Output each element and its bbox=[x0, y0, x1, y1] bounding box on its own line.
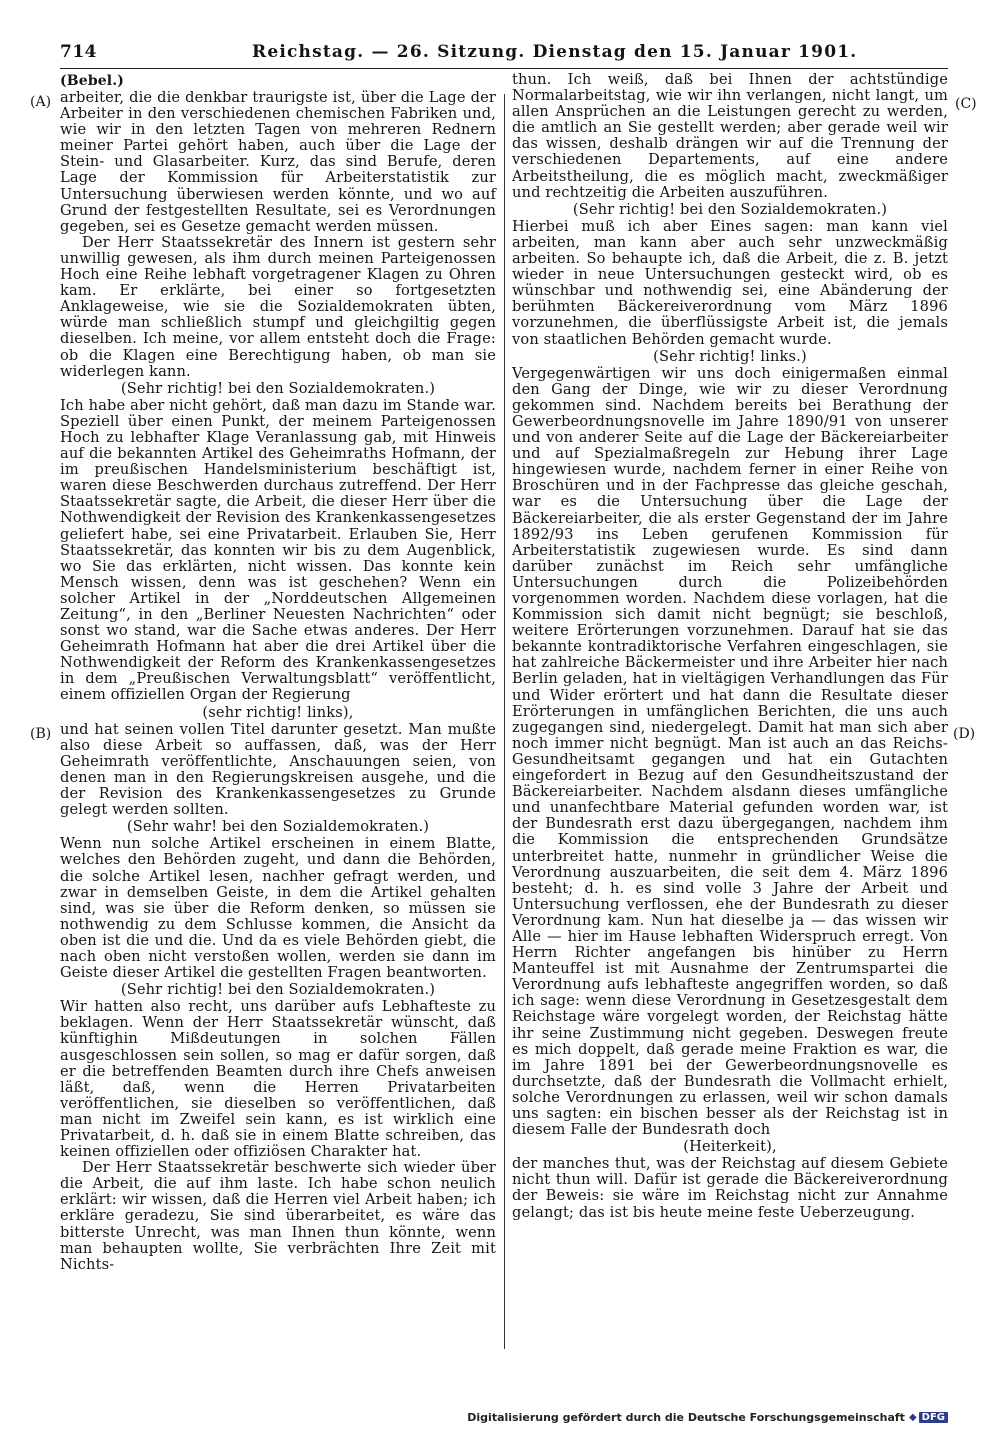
interjection: (Sehr richtig! bei den Sozialdemokraten.) bbox=[572, 200, 888, 218]
page-header bbox=[60, 38, 948, 70]
paragraph: Wir hatten also recht, uns darüber aufs Lebhafteste zu beklagen. Wenn der Herr Staatssekretär wünscht, daß künftighin Mißdeutungen in solchen Fällen ausgeschlossen sein sollen, so mag er dafür sorgen, daß er die betreffenden Beamten durch ihre Chefs anweisen läßt, daß, wenn die Herren Privatarbeiten veröffentlichen, sie dieselben so veröffentlichen, daß man nicht im Zweifel sein kann, es ist wirklich eine Privatarbeit, d. h. daß sie in einem Blatte schreiben, das keinen offiziellen oder offiziösen Charakter hat. bbox=[60, 998, 496, 1161]
page-number: 714 bbox=[60, 42, 97, 62]
paragraph: arbeiter, die die denkbar traurigste ist, über die Lage der Arbeiter in den verschiedenen chemischen Fabriken und, wie wir in den letzten Tagen von mehreren Rednern meiner Partei gehört haben, auch über die Lage der Stein- und Glasarbeiter. Kurz, das sind Berufe, deren Lage der Kommission für Arbeiterstatistik zur Untersuchung überwiesen werden könnte, und wo auf Grund der festgestellten Resultate, sei es Verordnungen gegeben, sei es Gesetze gemacht werden müssen. bbox=[60, 89, 496, 235]
interjection: (Sehr richtig! bei den Sozialdemokraten.) bbox=[120, 981, 436, 999]
speaker-label: (Bebel.) bbox=[60, 73, 125, 89]
interjection: (sehr richtig! links), bbox=[202, 703, 354, 721]
paragraph: Ich habe aber nicht gehört, daß man dazu im Stande war. Speziell über einen Punkt, der meinem Parteigenossen Hoch zu lebhafter Klage Veranlassung gab, mit Hinweis auf die bekannten Artikel des Geheimraths Hofmann, der im preußischen Handelsministerium beschäftigt ist, waren diese Beschwerden durchaus zutreffend. Der Herr Staatssekretär sagte, die Arbeit, die dieser Herr über die Nothwendigkeit der Revision des Krankenkassengesetzes geliefert habe, sei eine Privatarbeit. Erlauben Sie, Herr Staatssekretär, das konnten wir bis zu dem Augenblick, wo Sie das erklärten, nicht wissen. Das konnte kein Mensch wissen, denn was ist geschehen? Wenn ein solcher Artikel in der „Norddeutschen Allgemeinen Zeitung“, in den „Berliner Neuesten Nachrichten“ oder sonst wo stand, war die Sache etwas anderes. Der Herr Geheimrath Hofmann hat aber die drei Artikel über die Nothwendigkeit der Reform des Krankenkassengesetzes in dem „Preußischen Verwaltungsblatt“ veröffentlicht, einem offiziellen Organ der Regierung bbox=[60, 396, 496, 704]
footer-credit bbox=[467, 1411, 948, 1424]
margin-mark-b: (B) bbox=[30, 726, 52, 742]
paragraph: Vergegenwärtigen wir uns doch einigermaßen einmal den Gang der Dinge, wie wir zu dieser Verordnung gekommen sind. Nachdem bereits bei Berathung der Gewerbeordnungsnovelle im Jahre 1890/91 von unserer und von anderer Seite auf die Lage der Bäckereiarbeiter und auf Spezialmaßregeln zur Hebung ihrer Lage hingewiesen wurde, nachdem ferner in einer Reihe von Broschüren und in der Fachpresse das gleiche geschah, war es die Untersuchung über die Lage der Bäckereiarbeiter, die als erster Gegenstand der im Jahre 1892/93 ins Leben gerufenen Kommission für Arbeiterstatistik zugewiesen wurde. Es sind dann darüber zunächst im Reich sehr umfängliche Untersuchungen durch die Polizeibehörden vorgenommen worden. Nachdem diese vorlagen, hat die Kommission sich damit nicht begnügt; sie beschloß, weitere Erörterungen vorzunehmen. Darauf hat sie das bekannte kontradiktorische Verfahren eingeschlagen, sie hat zahlreiche Bäckermeister und ihre Arbeiter hier nach Berlin geladen, hat in vieltägigen Verhandlungen das Für und Wider erörtert und hat dann die Resultate dieser Erörterungen in umfänglichen Berichten, die uns auch zugegangen sind, niedergelegt. Damit hat man sich aber noch immer nicht begnügt. Man ist auch an das Reichs-Gesundheitsamt gegangen und hat ein Gutachten eingefordert in Bezug auf den Gesundheitszustand der Bäckereiarbeiter. Nachdem alsdann dieses umfängliche und unanfechtbare Material gefunden worden war, ist der Bundesrath erst dazu übergegangen, nachdem ihm die Kommission die entsprechenden Grundsätze unterbreitet hatte, nunmehr in gründlicher Weise die Verordnung auszuarbeiten, die seit dem 4. März 1896 besteht; d. h. es sind volle 3 Jahre der Arbeit und Untersuchung verflossen, ehe der Bundesrath zu dieser Verordnung kam. Nun hat dieselbe ja — das wissen wir Alle — hier im Hause lebhaften Widerspruch erregt. Von Herrn Richter angefangen bis hinüber zu Herrn Manteuffel ist mit Ausnahme der Zentrumspartei die Verordnung aufs lebhafteste angegriffen worden, so daß ich sage: wenn diese Verordnung in Gesetzesgestalt dem Reichstage wäre vorgelegt worden, der Reichstag hätte ihr seine Zustimmung nicht gegeben. Deswegen freute es mich doppelt, daß gerade meine Fraktion es war, die im Jahre 1891 bei der Gewerbeordnungsnovelle es durchsetzte, daß der Bundesrath die Vollmacht erhielt, solche Verordnungen zu erlassen, weil wir schon damals uns sagten: ein bischen besser als der Reichstag ist in diesem Falle der Bundesrath doch bbox=[512, 364, 948, 1139]
paragraph: Der Herr Staatssekretär des Innern ist gestern sehr unwillig gewesen, als ihm durch meinen Parteigenossen Hoch eine Reihe lebhaft vorgetragener Klagen zu Ohren kam. Er erklärte, bei einer so fortgesetzten Anklageweise, wie sie die Sozialdemokraten übten, würde man schließlich stumpf und gleichgiltig gegen dieselben. Ich meine, vor allem entsteht doch die Frage: ob die Klagen eine Berechtigung haben, ob man sie widerlegen kann. bbox=[60, 233, 496, 380]
interjection: (Heiterkeit), bbox=[683, 1138, 777, 1156]
paragraph: Hierbei muß ich aber Eines sagen: man kann viel arbeiten, man kann aber auch sehr unzweckmäßig arbeiten. So behaupte ich, daß die Arbeit, die z. B. jetzt wieder in neue Untersuchungen gesteckt wird, ob es wünschbar und nothwendig sei, eine Abänderung der berühmten Bäckereiverordnung vom März 1896 vorzunehmen, die überflüssigste Arbeit ist, die jemals von staatlichen Behörden gemacht wurde. bbox=[512, 217, 948, 348]
paragraph: Wenn nun solche Artikel erscheinen in einem Blatte, welches den Behörden zugeht, und dann die Behörden, die solche Artikel lesen, nachher gefragt werden, und zwar in demselben Geiste, in dem die Artikel gehalten sind, was sie über die Reform denken, so müssen sie nothwendig zu dem Schlusse kommen, die Ansicht da oben ist die und die. Und da es viele Behörden giebt, die nach oben nicht verstoßen wollen, werden sie dann im Geiste dieser Artikel die gestellten Fragen beantworten. bbox=[60, 835, 496, 982]
margin-mark-a: (A) bbox=[30, 94, 52, 110]
interjection: (Sehr richtig! links.) bbox=[653, 347, 807, 365]
interjection: (Sehr richtig! bei den Sozialdemokraten.) bbox=[120, 379, 436, 397]
right-column-text bbox=[512, 72, 948, 1221]
paragraph: thun. Ich weiß, daß bei Ihnen der achtstündige Normalarbeitstag, wie wir ihn verlangen, nicht langt, um allen Ansprüchen an die Leistungen gerecht zu werden, die amtlich an Sie gestellt werden; aber gerade weil wir das wissen, deshalb drängen wir auf die Trennung der verschiedenen Departements, auf eine andere Arbeitstheilung, die es möglich macht, zweckmäßiger und rechtzeitig die Arbeiten auszuführen. bbox=[512, 71, 948, 201]
running-title: Reichstag. — 26. Sitzung. Dienstag den 15. Januar 1901. bbox=[252, 42, 858, 62]
interjection: (Sehr wahr! bei den Sozialdemokraten.) bbox=[126, 818, 430, 836]
column-divider bbox=[504, 94, 505, 1349]
margin-mark-d: (D) bbox=[953, 726, 976, 742]
dfg-logo-icon: ◆ DFG bbox=[909, 1412, 948, 1423]
paragraph: der manches thut, was der Reichstag auf diesem Gebiete nicht thun will. Dafür ist gerade die Bäckereiverordnung der Beweis: sie wäre im Reichstag nicht zur Annahme gelangt; das ist bis heute meine feste Ueberzeugung. bbox=[512, 1155, 948, 1221]
paragraph: und hat seinen vollen Titel darunter gesetzt. Man mußte also diese Arbeit so auffassen, daß, was der Herr Geheimrath veröffentlichte, Anschauungen seien, von denen man in den Regierungskreisen ausgehe, und die der Revision des Krankenkassengesetzes zu Grunde gelegt werden sollten. bbox=[60, 720, 496, 819]
left-column bbox=[60, 72, 496, 1273]
left-column-text bbox=[60, 90, 496, 1273]
margin-mark-c: (C) bbox=[955, 96, 977, 112]
dfg-logo-text: DFG bbox=[919, 1412, 948, 1423]
footer-credit-text: Digitalisierung gefördert durch die Deutsche Forschungsgemeinschaft bbox=[467, 1411, 905, 1424]
header-rule bbox=[60, 68, 948, 69]
paragraph: Der Herr Staatssekretär beschwerte sich wieder über die Arbeit, die auf ihm laste. Ich habe schon neulich erklärt: wir wissen, daß die Herren viel Arbeit haben; ich erkläre geradezu, Sie sind überarbeitet, es wäre das bitterste Unrecht, was man Ihnen thun könnte, wenn man behaupten wollte, Sie verbrächten Ihre Zeit mit Nichts- bbox=[60, 1159, 496, 1273]
right-column bbox=[512, 72, 948, 1221]
